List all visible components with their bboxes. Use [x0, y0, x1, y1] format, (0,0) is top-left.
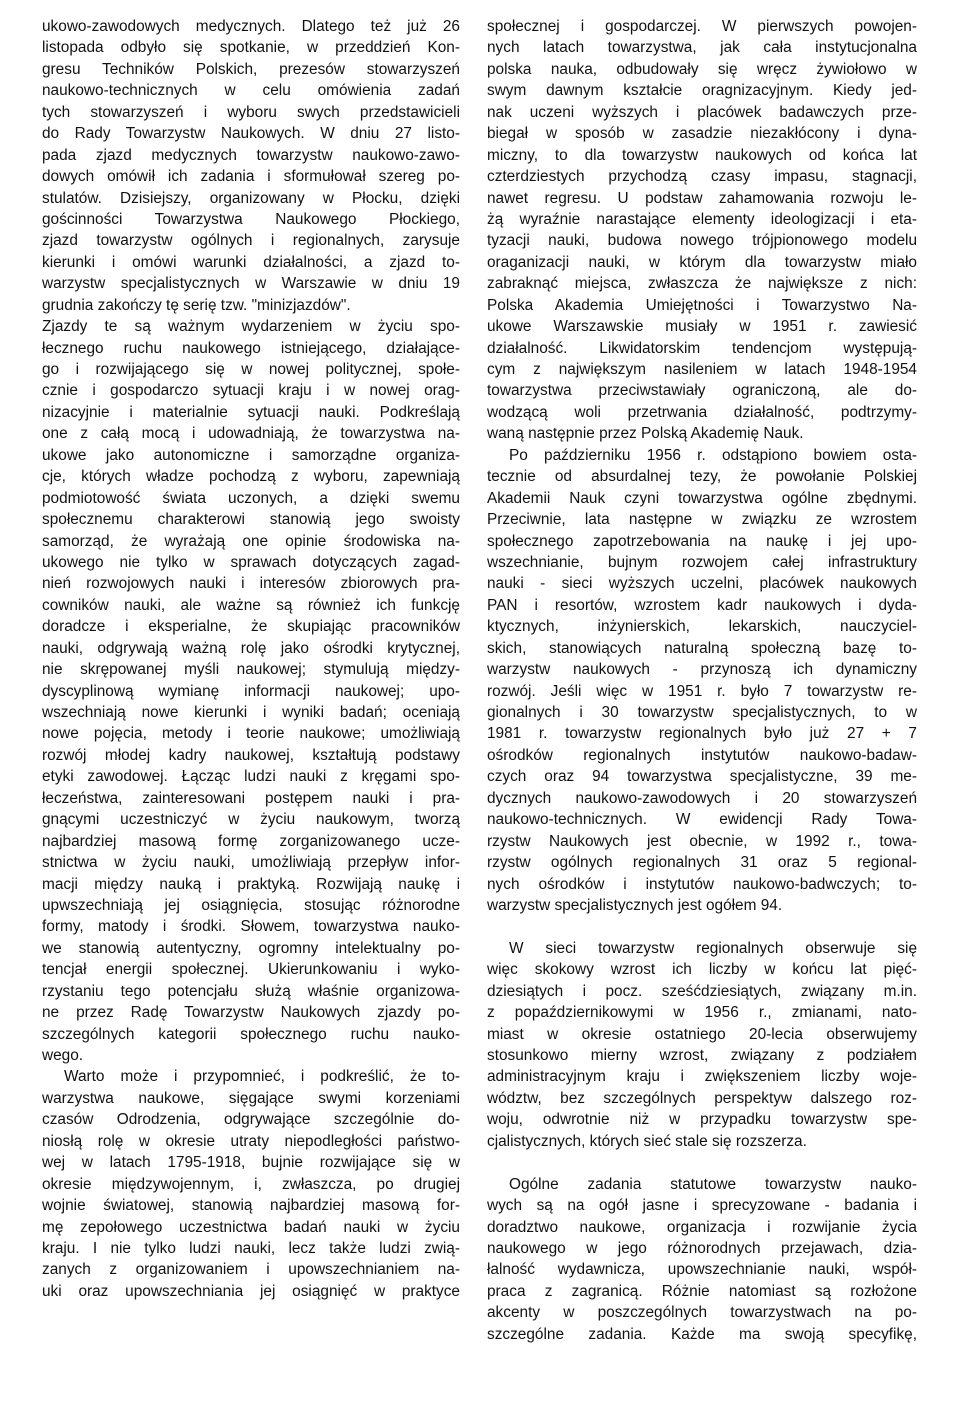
text-line: samorząd, że wyrażają one opinie środowiska na- [42, 532, 460, 550]
text-line: gresu Techników Polskich, prezesów stowarzyszeń [42, 60, 460, 78]
text-line: wszechniają nowe kierunki i wyniki badań; oceniają [42, 704, 460, 721]
text-line: oraganizacji nauki, w którym dla towarzystw miało [487, 253, 917, 271]
text-line: go i rozwijającego się w nowej politycznej, społe- [42, 361, 460, 378]
text-line: one z całą mocą i udowadniają, że towarzystwa na- [42, 425, 460, 443]
text-line: ośrodków regionalnych instytutów naukowo-badaw- [487, 746, 917, 764]
text-line: więc skokowy wzrost ich liczby w końcu lat pięć- [487, 961, 917, 979]
text-line [487, 1152, 917, 1173]
text-line: łecznego ruchu naukowego istniejącego, działające- [42, 339, 460, 357]
text-line: tecznie od absurdalnej tezy, że powołanie Polskiej [487, 468, 917, 486]
text-line: wych są na ogół jasne i sprecyzowane - badania i [487, 1197, 917, 1215]
text-line: warzystwa naukowe, sięgające swymi korzeniami [42, 1089, 460, 1107]
text-line: rozwój młodej kadry naukowej, kształtują podstawy [42, 746, 460, 764]
text-line: administracyjnym kraju i zwiększeniem liczby woje- [487, 1068, 917, 1086]
text-line: wego. [42, 1047, 84, 1064]
text-line: stnictwa w życiu nauki, umożliwiają przepływ infor- [42, 854, 460, 872]
text-line: zabraknąć miejsca, zwłaszcza że największe z nich: [487, 275, 917, 293]
text-line: tyzacji nauki, budowa nowego trójpionowego modelu [487, 232, 917, 250]
text-line: ne przez Radę Towarzystw Naukowych zjazdy po- [42, 1004, 460, 1022]
text-line: wojnie światowej, stanowią najbardziej masową for- [42, 1197, 460, 1215]
text-line: niosłą rolę w okresie utraty niepodległości państwo- [42, 1132, 460, 1150]
text-line: waną następnie przez Polską Akademię Nauk. [487, 425, 804, 443]
text-line: ukowo-zawodowych medycznych. Dlatego też już 26 [42, 18, 460, 35]
right-text-column [487, 16, 917, 1345]
text-line: łalność wydawnicza, upowszechnianie nauki, współ- [487, 1261, 917, 1279]
text-line: we stanowią autentyczny, ogromny intelektualny po- [42, 939, 460, 957]
text-line: łeczeństwa, zainteresowani postępem nauki i pra- [42, 789, 460, 807]
text-line: naukowo-technicznych. W ewidencji Rady Towa- [487, 811, 917, 829]
text-line: macji między nauką i praktyką. Rozwijają naukę i [42, 875, 460, 893]
text-line: gionalnych i 30 towarzystw specjalistycznych, to w [487, 704, 917, 721]
text-line: kierunki i omówi warunki działalności, a zjazd to- [42, 253, 460, 271]
text-line: grudnia zakończy tę serię tzw. "minizjazdów". [42, 296, 351, 314]
text-line: gnącymi uczestniczyć w życiu naukowym, tworzą [42, 811, 460, 829]
text-line: dowych omówił ich zadania i sformułował szereg po- [42, 168, 460, 186]
text-line: rozwój. Jeśli więc w 1951 r. było 7 towarzystw re- [487, 682, 917, 700]
text-line: rzystaniu tego potencjału służą właśnie organizowa- [42, 982, 460, 1000]
text-line: skich, stanowiących naturalną społeczną bazę to- [487, 639, 917, 657]
text-line: praca z zagranicą. Różnie natomiast są rozłożone [487, 1282, 917, 1300]
text-line: polska nauka, odbudowały się wręcz żywiołowo w [487, 60, 917, 78]
left-text-column [42, 16, 460, 1302]
text-line: czych oraz 94 towarzystwa specjalistyczne, 39 me- [487, 768, 917, 786]
text-line: nizacyjnie i materialnie sytuacji nauki. Podkreślają [42, 403, 460, 421]
text-line: z popaździernikowymi w 1956 r., zmianami, nato- [487, 1004, 917, 1022]
text-line: formy, matody i środki. Słowem, towarzystwa nauko- [42, 918, 460, 936]
text-line [487, 916, 917, 937]
text-line: doradztwo naukowe, organizacja i rozwijanie życia [487, 1218, 917, 1236]
text-line: działalność. Likwidatorskim tendencjom występują- [487, 339, 917, 357]
text-line: nauki - sieci wyższych uczelni, placówek naukowych [487, 575, 917, 593]
text-line: miczny, to dla towarzystw naukowych od końca lat [487, 146, 917, 164]
text-line: tencjał energii społecznej. Ukierunkowaniu i wyko- [42, 961, 460, 979]
text-line: szczególnych kategorii społecznego ruchu nauko- [42, 1025, 460, 1043]
text-line: akcenty w poszczególnych towarzystwach na po- [487, 1304, 917, 1322]
text-line: rzystw ogólnych regionalnych 31 oraz 5 regional- [487, 854, 917, 872]
text-line: żą wyraźnie narastające elementy ideologizacji i eta- [487, 210, 917, 228]
text-line: rzystw Naukowych jest obecnie, w 1992 r., towa- [487, 832, 917, 850]
text-line: wodzącą woli przetrwania działalność, podtrzymy- [487, 403, 917, 421]
text-line: stosunkowo mierny wzrost, związany z podziałem [487, 1047, 917, 1064]
text-line: dycznych naukowo-zawodowych i 20 stowarzyszeń [487, 789, 917, 807]
text-line: Akademii Nauk czyni towarzystwa ogólne zbędnymi. [487, 489, 917, 507]
text-line: W sieci towarzystw regionalnych obserwuje się [509, 939, 917, 957]
text-line: Przeciwnie, lata następne w związku ze wzrostem [487, 511, 917, 529]
text-line: tych stowarzyszeń i wyboru swych przedstawicieli [42, 103, 460, 121]
text-line: społecznego zapotrzebowania na naukę i jej upo- [487, 532, 917, 550]
text-line: podmiotowość świata uczonych, a dzięki swemu [42, 489, 460, 507]
text-line: Po październiku 1956 r. odstąpiono bowiem osta- [509, 446, 917, 464]
text-line: etyki zawodowej. Łącząc ludzi nauki z kręgami spo- [42, 768, 460, 786]
text-line: wszechnianie, bujnym rozwojem całej infrastruktury [487, 553, 917, 571]
text-line: upwszechniają jej osiągnięcia, stosując różnorodne [42, 896, 460, 914]
text-line: woju, odwrotnie niż w przypadku towarzystw spe- [487, 1111, 917, 1129]
text-line: cym z największym nasileniem w latach 1948-1954 [487, 361, 917, 378]
text-line: dziesiątych i pocz. sześćdziesiątych, związany m.in. [487, 982, 917, 1000]
text-line: dyscyplinową wymianę informacji naukowej; upo- [42, 682, 460, 700]
text-line: 1981 r. towarzystw regionalnych było już 27 + 7 [487, 725, 917, 743]
text-line: wej w latach 1795-1918, bujnie rozwijające się w [42, 1154, 460, 1172]
text-line: cje, których władze pochodzą z wyboru, zapewniają [42, 468, 460, 486]
text-line: zanych z organizowaniem i upowszechnianiem na- [42, 1261, 460, 1279]
text-line: ukowe Warszawskie musiały w 1951 r. zawiesić [487, 318, 917, 336]
text-line: nień rozwojowych nauki i interesów zbiorowych pra- [42, 575, 460, 593]
text-line: zjazd towarzystw ogólnych i regionalnych, zarysuje [42, 232, 460, 250]
text-line: Polska Akademia Umiejętności i Towarzystwo Na- [487, 296, 917, 314]
text-line: szczególne zadania. Każde ma swoją specyfikę, [487, 1325, 917, 1343]
text-line: listopada odbyło się spotkanie, w przeddzień Kon- [42, 39, 460, 57]
text-line: mę zepołowego uczestnictwa badań nauki w życiu [42, 1218, 460, 1236]
text-line: warzystw specjalistycznych w Warszawie w dniu 19 [42, 275, 460, 293]
text-line: naukowego w jego różnorodnych przejawach, dzia- [487, 1239, 917, 1257]
text-line: warzystw specjalistycznych jest ogółem 94. [487, 896, 783, 914]
text-line: pada zjazd medycznych towarzystw naukowo-zawo- [42, 146, 460, 164]
text-line: ukowe jako autonomiczne i samorządne organiza- [42, 446, 460, 464]
text-line: nak uczeni wyższych i placówek badawczych prze- [487, 103, 917, 121]
text-line: naukowo-technicznych w celu omówienia zadań [42, 82, 460, 100]
text-line: nowe pojęcia, metody i teorie naukowe; umożliwiają [42, 725, 460, 743]
text-line: nych latach towarzystwa, jak cała instytucjonalna [487, 39, 917, 57]
text-line: czasów Odrodzenia, odgrywające szczególnie do- [42, 1111, 460, 1129]
text-line: ukowego nie tylko w sprawach dotyczących zagad- [42, 553, 460, 571]
text-line: Ogólne zadania statutowe towarzystw nauko- [509, 1175, 917, 1193]
text-line: warzystw naukowych - przynoszą ich dynamiczny [487, 661, 917, 679]
text-line: kraju. I nie tylko ludzi nauki, lecz także ludzi zwią- [42, 1239, 460, 1257]
text-line: cowników nauki, ale ważne są również ich funkcję [42, 596, 460, 614]
text-line: miast w okresie ostatniego 20-lecia obserwujemy [487, 1025, 917, 1043]
text-line: nych ośrodków i instytutów naukowo-badwczych; to- [487, 875, 917, 893]
text-line: okresie międzywojennym, i, zwłaszcza, po drugiej [42, 1175, 460, 1193]
text-line: cjalistycznych, których sieć stale się rozszerza. [487, 1132, 807, 1150]
text-line: PAN i resortów, wzrostem kadr naukowych i dyda- [487, 596, 917, 614]
text-line: społecznemu charakterowi stanowią jego swoisty [42, 511, 460, 529]
text-line: społecznej i gospodarczej. W pierwszych powojen- [487, 18, 917, 35]
text-line: nie skrępowanej myśli naukowej; stymulują między- [42, 661, 460, 679]
text-line: towarzystwa przeciwstawiały ograniczoną, ale do- [487, 382, 917, 400]
text-line: Warto może i przypomnieć, i podkreślić, że to- [64, 1068, 460, 1086]
text-line: uki oraz upowszechniania jej osiągnięć w praktyce [42, 1282, 460, 1300]
text-line: biegał w sposób w zasadzie niezakłócony i dyna- [487, 125, 917, 143]
text-line: wództw, bez szczególnych perspektyw dalszego roz- [487, 1089, 917, 1107]
text-line: doradcze i eksperialne, że skupiając pracowników [42, 618, 460, 636]
text-line: cznie i gospodarczo sytuacji kraju i w nowej orag- [42, 382, 460, 400]
text-line: najbardziej masową formę zorganizowanego ucze- [42, 832, 460, 850]
text-line: nawet regresu. U podstaw zahamowania rozwoju le- [487, 189, 917, 207]
text-line: gościnności Towarzystwa Naukowego Płockiego, [42, 210, 460, 228]
text-line: nauki, odgrywają ważną rolę jako ośrodki krytycznej, [42, 639, 460, 657]
text-line: Zjazdy te są ważnym wydarzeniem w życiu spo- [42, 318, 460, 336]
text-line: czterdziestych przychodzą czasy impasu, stagnacji, [487, 168, 917, 186]
text-line: do Rady Towarzystw Naukowych. W dniu 27 listo- [42, 125, 460, 143]
text-line: swym dawnym kształcie oragnizacyjnym. Kiedy jed- [487, 82, 917, 100]
text-line: ktycznych, inżynierskich, lekarskich, nauczyciel- [487, 618, 917, 636]
text-line: stulatów. Dzisiejszy, organizowany w Płocku, dzięki [42, 189, 460, 207]
